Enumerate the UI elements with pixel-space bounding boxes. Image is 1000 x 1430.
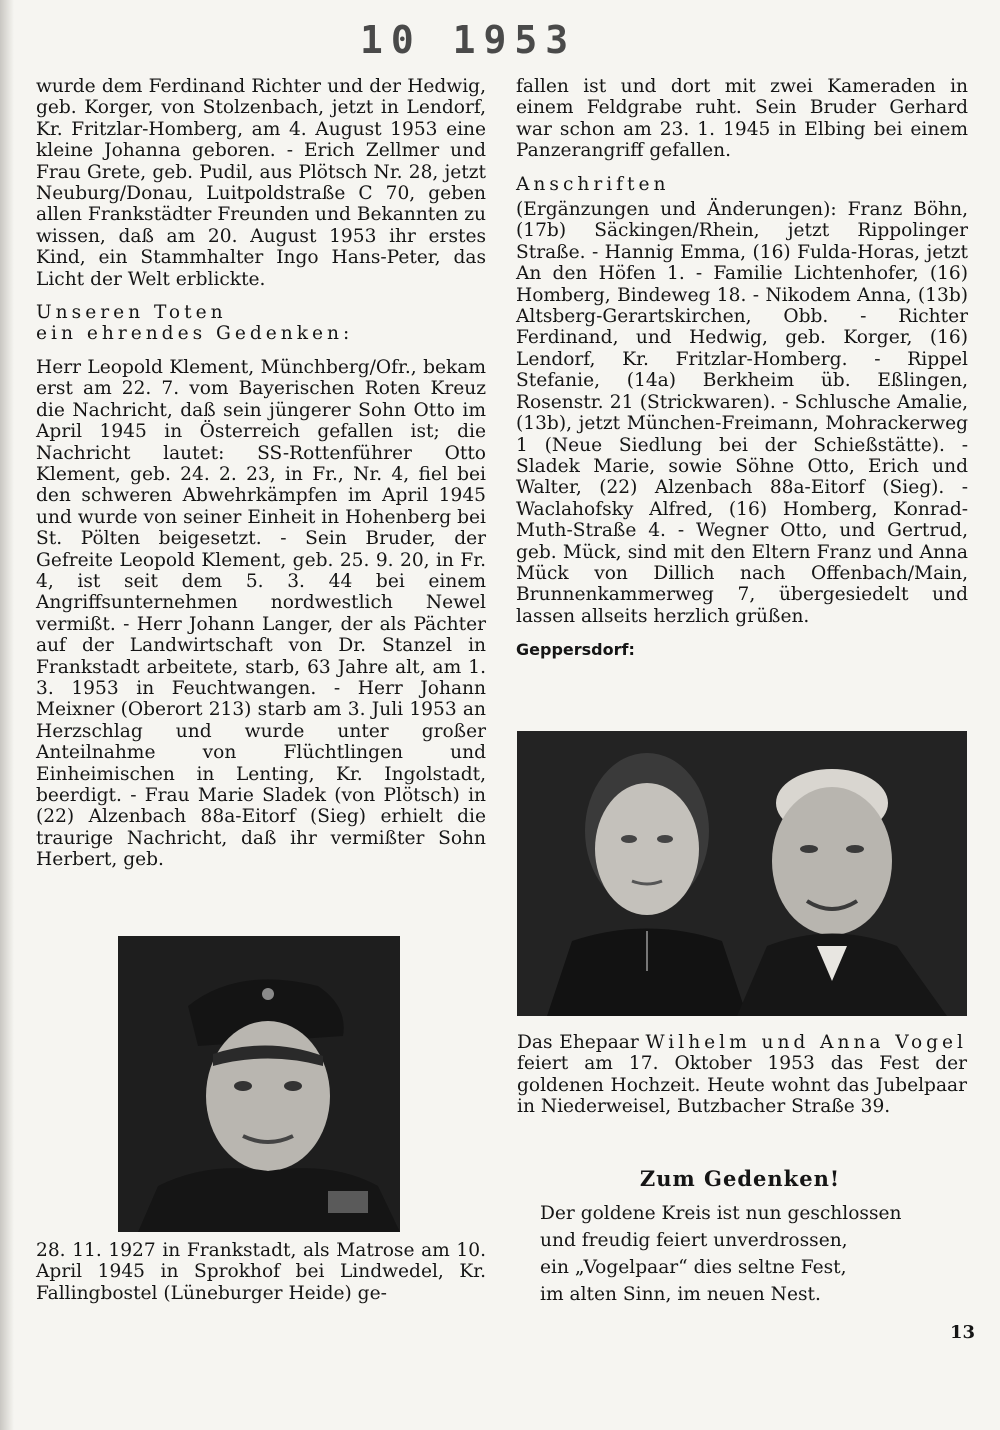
poem <box>540 1200 970 1308</box>
obituary-continuation <box>36 1240 486 1304</box>
continued-obituary-text: fallen ist und dort mit zwei Kameraden in einem Feldgrabe ruht. Sein Bruder Gerhard war schon am 23. 1. 1945 in Elbing bei einem Panzerangriff gefallen. <box>516 76 968 162</box>
couple-portrait-image <box>517 731 967 1016</box>
photo-caption <box>517 1032 967 1118</box>
caption-names: Wilhelm und Anna Vogel <box>645 1032 967 1053</box>
geppersdorf-heading: Geppersdorf: <box>516 640 635 660</box>
poem-line: und freudig feiert unverdrossen, <box>540 1230 848 1251</box>
page-binding-shadow <box>0 0 14 1430</box>
page-number: 13 <box>950 1322 976 1343</box>
caption-rest: feiert am 17. Oktober 1953 das Fest der goldenen Hochzeit. Heute wohnt das Jubelpaar in Niederweisel, Butzbacher Straße 39. <box>517 1053 967 1118</box>
poem-title: Zum Gedenken! <box>639 1166 841 1191</box>
addresses-text: (Ergänzungen und Änderungen): Franz Böhn, (17b) Säckingen/Rhein, jetzt Rippolinger Straße. - Hannig Emma, (16) Fulda-Horas, jetzt An den Höfen 1. - Familie Lichtenhofer, (16) Homberg, Bindeweg 18. - Nikodem Anna, (13b) Altsberg-Gerartskirchen, Obb. - Richter Ferdinand, und Hedwig, geb. Korger, (16) Lendorf, Kr. Fritzlar-Homberg. - Rippel Stefanie, (14a) Berkheim üb. Eßlingen, Rosenstr. 21 (Strickwaren). - Schlusche Amalie, (13b), jetzt München-Freimann, Mohrackerweg 1 (Neue Siedlung bei der Schießstätte). - Sladek Marie, sowie Söhne Otto, Erich und Walter, (22) Alzenbach 88a-Eitorf (Sieg). - Waclahofsky Alfred, (16) Homberg, Konrad-Muth-Straße 4. - Wegner Otto, und Gertrud, geb. Mück, sind mit den Eltern Franz und Anna Mück von Dillich nach Offenbach/Main, Brunnenkammerweg 7, übergesiedelt und lassen allseits herzlich grüßen. <box>516 199 968 627</box>
soldier-portrait-image <box>118 936 400 1232</box>
couple-portrait-photo <box>517 731 967 1016</box>
obituary-heading-line1: Unseren Toten <box>36 302 227 324</box>
poem-line: im alten Sinn, im neuen Nest. <box>540 1284 821 1305</box>
addresses-heading: Anschriften <box>516 173 670 195</box>
right-column <box>516 76 968 661</box>
poem-line: ein „Vogelpaar“ dies seltne Fest, <box>540 1257 847 1278</box>
birth-announcements: wurde dem Ferdinand Richter und der Hedwig, geb. Korger, von Stolzenbach, jetzt in Lendorf, Kr. Fritzlar-Homberg, am 4. August 1953 eine kleine Johanna geboren. - Erich Zellmer und Frau Grete, geb. Pudil, aus Plötsch Nr. 28, jetzt Neuburg/Donau, Luitpoldstraße C 70, geben allen Frankstädter Freunden und Bekannten zu wissen, daß am 20. August 1953 ihr erstes Kind, ein Stammhalter Ingo Hans-Peter, das Licht der Welt erblickte. <box>36 76 486 290</box>
left-column <box>36 76 486 871</box>
soldier-portrait-photo <box>118 936 400 1232</box>
poem-line: Der goldene Kreis ist nun geschlossen <box>540 1203 902 1224</box>
caption-lead: Das Ehepaar <box>517 1032 639 1053</box>
obituary-heading-line2: ein ehrendes Gedenken: <box>36 323 354 345</box>
date-stamp: 10 1953 <box>360 18 577 62</box>
obituary-text: Herr Leopold Klement, Münchberg/Ofr., bekam erst am 22. 7. vom Bayerischen Roten Kreuz die Nachricht, daß sein jüngerer Sohn Otto im April 1945 in Österreich gefallen ist; die Nachricht lautet: SS-Rottenführer Otto Klement, geb. 24. 2. 23, in Fr., Nr. 4, fiel bei den schweren Abwehrkämpfen im April 1945 und wurde von seiner Einheit in Hohenberg bei St. Pölten beigesetzt. - Sein Bruder, der Gefreite Leopold Klement, geb. 25. 9. 20, in Fr. 4, ist seit dem 5. 3. 44 bei einem Angriffsunternehmen nordwestlich Newel vermißt. - Herr Johann Langer, der als Pächter auf der Landwirtschaft von Dr. Stanzel in Frankstadt arbeitete, starb, 63 Jahre alt, am 1. 3. 1953 in Feuchtwangen. - Herr Johann Meixner (Oberort 213) starb am 3. Juli 1953 an Herzschlag und wurde unter großer Anteilnahme von Flüchtlingen und Einheimischen in Lenting, Kr. Ingolstadt, beerdigt. - Frau Marie Sladek (von Plötsch) in (22) Alzenbach 88a-Eitorf (Sieg) erhielt die traurige Nachricht, daß ihr vermißter Sohn Herbert, geb. <box>36 356 486 871</box>
obituary-continuation-text: 28. 11. 1927 in Frankstadt, als Matrose am 10. April 1945 in Sprokhof bei Lindwedel, Kr. Fallingbostel (Lüneburger Heide) ge- <box>36 1240 486 1304</box>
